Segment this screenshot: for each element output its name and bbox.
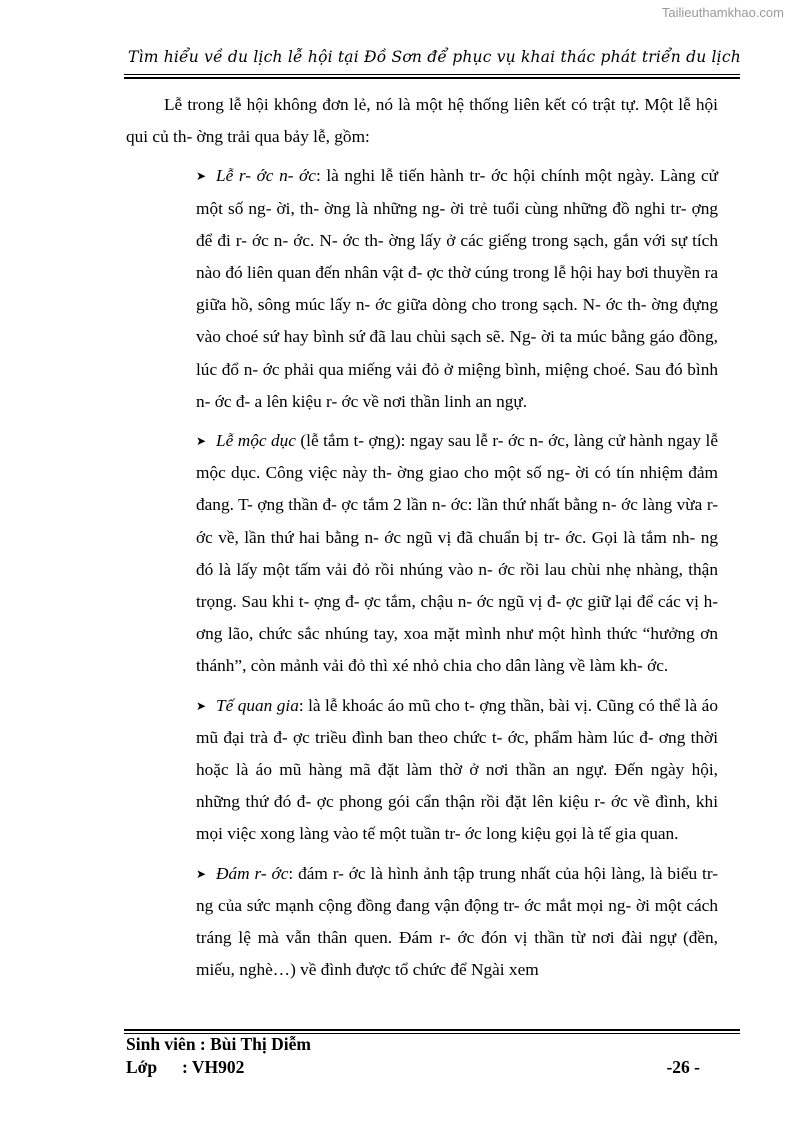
body-text	[126, 89, 718, 986]
item-term: Lễ r- ớc n- ớc	[216, 166, 316, 186]
item-text: : đám r- ớc là hình ảnh tập trung nhất của hội làng, là biểu tr- ng của sức mạnh cộng đồng đang vận động tr- ớc mắt mọi ng- ời một cách tráng lệ mà vẫn thân quen. Đám r- ớc đón vị thần từ nơi đài ngự (đền, miếu, nghè…) về đình được tổ chức để Ngài xem	[196, 863, 718, 980]
item-text: (lễ tắm t- ợng): ngay sau lễ r- ớc n- ớc, làng cử hành ngay lễ mộc dục. Công việc này th- ờng giao cho một số ng- ời có tín nhiệm đảm đang. T- ợng thần đ- ợc tắm 2 lần n- ớc: lần thứ nhất bằng n- ớc làng vừa r- ớc về, lần thứ hai bằng n- ớc ngũ vị đã chuẩn bị tr- ớc. Gọi là tắm nh- ng đó là lấy một tấm vải đỏ rồi nhúng vào n- ớc rồi lau chùi nhẹ nhàng, thận trọng. Sau khi t- ợng đ- ợc tắm, chậu n- ớc ngũ vị đ- ợc giữ lại để các vị h- ơng lão, chức sắc nhúng tay, xoa mặt mình như một hình thức “hưởng ơn thánh”, còn mảnh vải đỏ thì xé nhỏ chia cho dân làng về làm kh- ớc.	[196, 431, 718, 676]
footer-class-value: : VH902	[182, 1057, 245, 1077]
footer-class-row	[126, 1057, 706, 1078]
list-item	[196, 425, 718, 683]
intro-paragraph: Lễ trong lễ hội không đơn lẻ, nó là một hệ thống liên kết có trật tự. Một lễ hội qui củ th- ờng trải qua bảy lễ, gồm:	[126, 95, 718, 147]
header-rule-thick	[124, 77, 740, 79]
list-item	[196, 690, 718, 851]
page-number: -26 -	[666, 1057, 700, 1077]
header-rule-thin	[124, 74, 740, 75]
footer-rule-thick	[124, 1029, 740, 1031]
page-content	[0, 89, 794, 1029]
arrow-bullet-icon: ➤	[196, 434, 207, 449]
list-item	[196, 160, 718, 418]
item-term: Tế quan gia	[216, 695, 299, 715]
item-term: Lễ mộc dục	[216, 431, 296, 451]
item-text: : là nghi lễ tiến hành tr- ớc hội chính một ngày. Làng cử một số ng- ời, th- ờng là những ng- ời trẻ tuổi cùng những đồ nghi tr- ợng để đi r- ớc n- ớc. N- ớc th- ờng lấy ở các giếng trong sạch, gắn với sự tích nào đó liên quan đến nhân vật đ- ợc thờ cúng trong lễ hội hay bơi thuyền ra giữa hồ, sông múc lấy n- ớc giữa dòng cho trong sạch. N- ớc th- ờng đựng vào choé sứ hay bình sứ đã lau chùi sạch sẽ. Ng- ời ta múc bằng gáo đồng, lúc đổ n- ớc phải qua miếng vải đỏ ở miệng bình, miệng choé. Sau đó bình n- ớc đ- a lên kiệu r- ớc về nơi thần linh an ngự.	[196, 166, 718, 411]
arrow-bullet-icon: ➤	[196, 698, 207, 713]
item-text: : là lễ khoác áo mũ cho t- ợng thần, bài vị. Cũng có thể là áo mũ đại trà đ- ợc triều đình ban theo chức t- ớc, phẩm hàm lúc đ- ơng thời hoặc là áo mũ hàng mã đặt làm thờ ở nơi thần an ngự. Đến ngày hội, những thứ đó đ- ợc phong gói cẩn thận rồi đặt lên kiệu r- ớc về đình, khi mọi việc xong làng vào tế một tuần tr- ớc long kiệu gọi là tế gia quan.	[196, 695, 718, 844]
watermark: Tailieuthamkhao.com	[661, 5, 784, 20]
footer-class-label: Lớp	[126, 1057, 158, 1077]
footer-student: Sinh viên : Bùi Thị Diễm	[126, 1034, 311, 1054]
item-term: Đám r- ớc	[216, 863, 289, 883]
arrow-bullet-icon: ➤	[196, 866, 207, 881]
arrow-bullet-icon: ➤	[196, 169, 207, 184]
list-item	[196, 858, 718, 987]
running-header: Tìm hiểu về du lịch lễ hội tại Đồ Sơn để phục vụ khai thác phát triển du lịch	[128, 48, 741, 66]
